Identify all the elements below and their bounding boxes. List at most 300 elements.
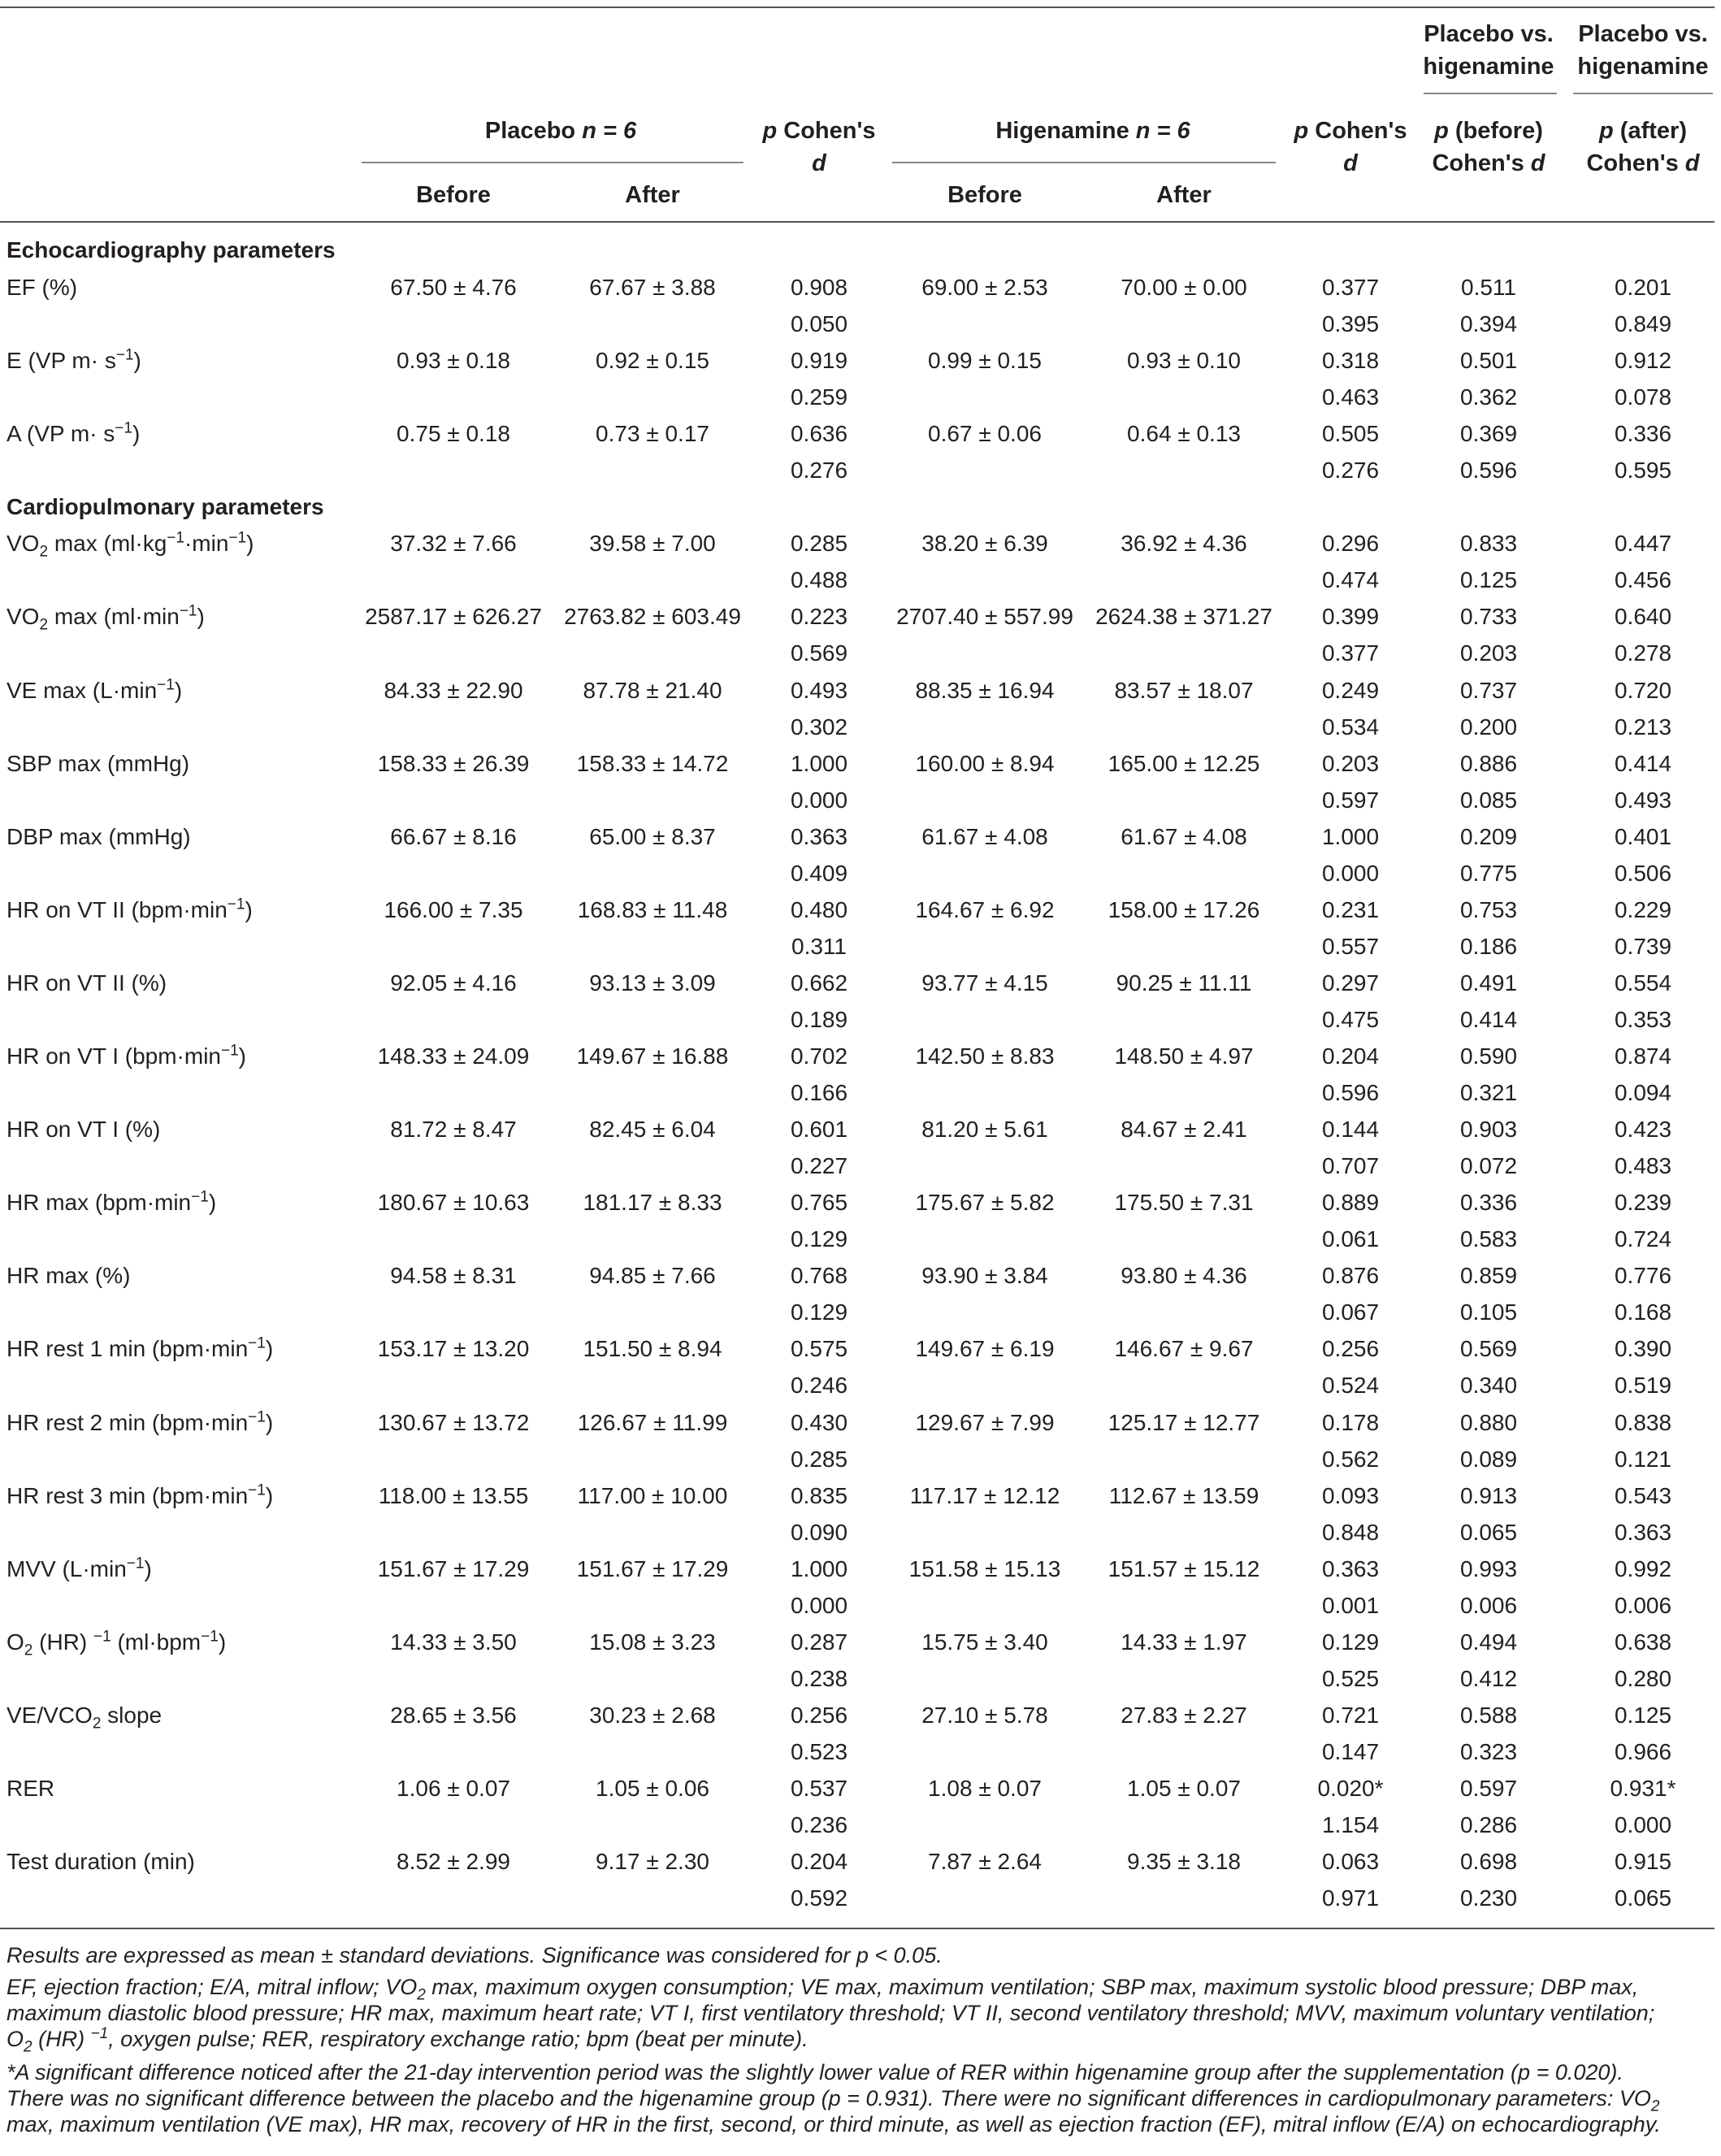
cell-higenamine-before: 38.20 ± 6.39 [921, 531, 1048, 557]
cell-pvh-after-d: 0.280 [1614, 1665, 1672, 1691]
cell-pvh-after-d: 0.724 [1614, 1226, 1672, 1252]
cell-pvh-after-d: 0.739 [1614, 933, 1672, 959]
higenamine-label: Higenamine [995, 118, 1129, 144]
cell-higenamine-d: 0.524 [1321, 1373, 1380, 1399]
cell-pvh-after-p: 0.229 [1614, 896, 1672, 922]
cell-higenamine-before: 2707.40 ± 557.99 [896, 604, 1073, 630]
header-p-before-line2: Cohen's d [1432, 150, 1545, 176]
header-p-after-line2: Cohen's d [1586, 150, 1700, 176]
row-label: HR on VT II (%) [7, 970, 167, 996]
header-higenamine-before: Before [947, 182, 1022, 208]
header-placebo-after: After [625, 182, 680, 208]
cell-pvh-before-p: 0.733 [1459, 604, 1518, 630]
cell-placebo-before: 153.17 ± 13.20 [377, 1336, 530, 1362]
cell-placebo-before: 2587.17 ± 626.27 [365, 604, 542, 630]
cell-higenamine-after: 27.83 ± 2.27 [1121, 1702, 1247, 1728]
header-pvh-after-line2: higenamine [1577, 54, 1709, 80]
cell-higenamine-p: 0.203 [1321, 750, 1380, 776]
cell-higenamine-after: 83.57 ± 18.07 [1114, 677, 1254, 703]
cell-higenamine-d: 0.562 [1321, 1446, 1380, 1472]
cell-placebo-d: 0.050 [790, 310, 848, 336]
header-bottom-rule [0, 221, 1714, 223]
cell-pvh-after-p: 0.640 [1614, 604, 1672, 630]
cell-placebo-before: 0.75 ± 0.18 [397, 420, 510, 446]
cell-placebo-before: 81.72 ± 8.47 [390, 1117, 517, 1143]
cell-placebo-p: 0.363 [790, 823, 848, 849]
cell-pvh-before-d: 0.362 [1459, 384, 1518, 410]
cell-pvh-after-d: 0.519 [1614, 1373, 1672, 1399]
cell-higenamine-d: 0.377 [1321, 640, 1380, 666]
cell-pvh-after-p: 0.912 [1614, 347, 1672, 373]
cell-placebo-after: 117.00 ± 10.00 [577, 1482, 728, 1508]
cell-pvh-before-p: 0.833 [1459, 531, 1518, 557]
cell-placebo-p: 0.287 [790, 1629, 848, 1655]
cell-placebo-before: 130.67 ± 13.72 [377, 1409, 530, 1435]
cell-pvh-after-d: 0.213 [1614, 714, 1672, 740]
cell-placebo-d: 0.311 [791, 933, 847, 959]
cell-higenamine-p: 1.000 [1321, 823, 1380, 849]
cell-higenamine-after: 1.05 ± 0.07 [1127, 1776, 1241, 1801]
row-label: SBP max (mmHg) [7, 750, 190, 776]
cell-placebo-p: 0.204 [790, 1849, 848, 1875]
cell-higenamine-p: 0.363 [1321, 1555, 1380, 1581]
cell-pvh-before-p: 0.590 [1459, 1043, 1518, 1069]
cell-placebo-before: 14.33 ± 3.50 [390, 1629, 517, 1655]
cell-pvh-before-d: 0.186 [1459, 933, 1518, 959]
cell-pvh-before-d: 0.203 [1459, 640, 1518, 666]
row-label: Test duration (min) [7, 1849, 195, 1875]
cell-higenamine-d: 0.067 [1321, 1299, 1380, 1325]
cell-pvh-before-p: 0.369 [1459, 420, 1518, 446]
cell-pvh-before-d: 0.105 [1459, 1299, 1518, 1325]
cell-pvh-before-d: 0.414 [1459, 1006, 1518, 1032]
header-p-cohen-placebo-line1: p Cohen's [762, 118, 876, 144]
row-label: A (VP $m\cdot s^{-1}$) [7, 419, 141, 446]
higenamine-n: n = 6 [1135, 118, 1190, 144]
cell-placebo-after: 30.23 ± 2.68 [589, 1702, 716, 1728]
cell-higenamine-before: 93.90 ± 3.84 [921, 1263, 1048, 1289]
row-label: VE $\max (L\cdot\min^{-1})$ [7, 676, 183, 703]
row-label: RER [7, 1776, 55, 1801]
cell-placebo-after: 151.50 ± 8.94 [583, 1336, 722, 1362]
cell-placebo-p: 0.662 [790, 970, 848, 996]
cell-higenamine-before: 117.17 ± 12.12 [909, 1482, 1060, 1508]
cell-higenamine-after: 93.80 ± 4.36 [1121, 1263, 1247, 1289]
cell-higenamine-p: 0.721 [1321, 1702, 1380, 1728]
cell-higenamine-d: 0.848 [1321, 1519, 1380, 1545]
cell-higenamine-before: 93.77 ± 4.15 [921, 970, 1048, 996]
cell-pvh-before-p: 0.913 [1459, 1482, 1518, 1508]
cell-pvh-after-p: 0.874 [1614, 1043, 1672, 1069]
cell-higenamine-after: 175.50 ± 7.31 [1114, 1190, 1254, 1216]
cell-pvh-before-p: 0.993 [1459, 1555, 1518, 1581]
cell-pvh-after-d: 0.078 [1614, 384, 1672, 410]
cell-higenamine-d: 0.276 [1321, 457, 1380, 483]
cell-higenamine-before: 7.87 ± 2.64 [928, 1849, 1042, 1875]
cell-placebo-d: 0.488 [790, 567, 848, 593]
cell-higenamine-after: 2624.38 ± 371.27 [1095, 604, 1272, 630]
cell-placebo-p: 0.908 [790, 274, 848, 300]
cell-higenamine-d: 0.525 [1321, 1665, 1380, 1691]
cell-placebo-after: 39.58 ± 7.00 [589, 531, 716, 557]
row-label: HR $\max (bpm\cdot\min^{-1})$ [7, 1188, 217, 1216]
header-p-before-line1: p (before) [1434, 118, 1543, 144]
footnote-abbrev-3: $O_2$ (HR) $^{-1}$, oxygen pulse; RER, respiratory exchange ratio; bpm (beat per minute). [7, 2025, 808, 2056]
cell-higenamine-d: 0.001 [1321, 1592, 1380, 1618]
cell-pvh-before-p: 0.336 [1459, 1190, 1518, 1216]
cell-placebo-p: 0.223 [790, 604, 848, 630]
cell-placebo-before: 28.65 ± 3.56 [390, 1702, 517, 1728]
cell-placebo-d: 0.246 [790, 1373, 848, 1399]
header-placebo-group [485, 119, 636, 143]
row-label: $VO_2$ $\max (ml\cdot\min^{-1})$ [7, 603, 205, 634]
cell-higenamine-before: 142.50 ± 8.83 [915, 1043, 1055, 1069]
cell-pvh-before-d: 0.125 [1459, 567, 1518, 593]
cell-placebo-before: 92.05 ± 4.16 [390, 970, 517, 996]
cell-placebo-after: 0.73 ± 0.17 [596, 420, 709, 446]
cell-pvh-before-d: 0.286 [1459, 1812, 1518, 1837]
cell-higenamine-after: 146.67 ± 9.67 [1114, 1336, 1254, 1362]
placebo-n: n = 6 [582, 118, 637, 144]
cell-pvh-before-p: 0.209 [1459, 823, 1518, 849]
cell-placebo-p: 0.285 [790, 531, 848, 557]
cell-pvh-after-p: 0.401 [1614, 823, 1672, 849]
placebo-label: Placebo [484, 118, 576, 144]
cell-higenamine-p: 0.318 [1321, 347, 1380, 373]
cell-pvh-after-p: 0.931* [1610, 1776, 1676, 1801]
row-label: HR rest 2 $\min (bpm\cdot\min^{-1})$ [7, 1408, 274, 1435]
cell-placebo-before: 66.67 ± 8.16 [390, 823, 517, 849]
cell-pvh-after-d: 0.065 [1614, 1885, 1672, 1911]
cell-higenamine-p: 0.889 [1321, 1190, 1380, 1216]
cell-higenamine-after: 158.00 ± 17.26 [1108, 896, 1260, 922]
header-pvh-before-line1: Placebo vs. [1424, 21, 1554, 47]
cell-placebo-d: 0.569 [790, 640, 848, 666]
cell-higenamine-p: 0.063 [1321, 1849, 1380, 1875]
cell-placebo-d: 0.276 [790, 457, 848, 483]
cell-placebo-d: 0.285 [790, 1446, 848, 1472]
cell-placebo-after: 87.78 ± 21.40 [583, 677, 722, 703]
cell-pvh-after-d: 0.849 [1614, 310, 1672, 336]
header-placebo-before: Before [416, 182, 491, 208]
cell-pvh-before-p: 0.859 [1459, 1263, 1518, 1289]
row-label: E (VP $m\cdot s^{-1}$) [7, 346, 141, 373]
cell-pvh-after-p: 0.776 [1614, 1263, 1672, 1289]
cell-higenamine-before: 1.08 ± 0.07 [928, 1776, 1042, 1801]
cell-placebo-p: 0.256 [790, 1702, 848, 1728]
row-label: EF (%) [7, 274, 78, 300]
cell-higenamine-p: 0.256 [1321, 1336, 1380, 1362]
cell-pvh-after-p: 0.201 [1614, 274, 1672, 300]
cell-higenamine-p: 0.020* [1317, 1776, 1384, 1801]
cell-pvh-after-d: 0.121 [1614, 1446, 1672, 1472]
header-higenamine-group [995, 119, 1190, 143]
cell-higenamine-d: 0.061 [1321, 1226, 1380, 1252]
cell-placebo-p: 0.765 [790, 1190, 848, 1216]
cell-placebo-before: 8.52 ± 2.99 [397, 1849, 510, 1875]
cell-placebo-p: 0.702 [790, 1043, 848, 1069]
row-label: $O_2$ (HR) $^{-1}$ (ml·bpm$^{-1}$) [7, 1628, 227, 1659]
table-bottom-rule [0, 1928, 1714, 1929]
cell-placebo-d: 0.000 [790, 787, 848, 813]
cell-higenamine-before: 27.10 ± 5.78 [921, 1702, 1048, 1728]
cell-placebo-after: 9.17 ± 2.30 [596, 1849, 709, 1875]
cell-placebo-after: 149.67 ± 16.88 [576, 1043, 729, 1069]
cell-pvh-before-d: 0.230 [1459, 1885, 1518, 1911]
cell-pvh-before-p: 0.494 [1459, 1629, 1518, 1655]
cell-placebo-before: 94.58 ± 8.31 [390, 1263, 517, 1289]
cell-placebo-d: 0.000 [790, 1592, 848, 1618]
cell-placebo-d: 0.523 [790, 1738, 848, 1764]
cell-placebo-after: 0.92 ± 0.15 [596, 347, 709, 373]
cell-higenamine-d: 0.147 [1321, 1738, 1380, 1764]
cell-pvh-before-d: 0.072 [1459, 1153, 1518, 1179]
cell-pvh-after-d: 0.595 [1614, 457, 1672, 483]
cell-pvh-before-d: 0.323 [1459, 1738, 1518, 1764]
cell-higenamine-p: 0.249 [1321, 677, 1380, 703]
cell-pvh-after-d: 0.094 [1614, 1080, 1672, 1105]
cell-pvh-before-d: 0.583 [1459, 1226, 1518, 1252]
footnote-results: Results are expressed as mean ± standard deviations. Significance was considered for p < 0.05. [7, 1943, 943, 1967]
cell-pvh-after-p: 0.992 [1614, 1555, 1672, 1581]
row-label: $VE/VCO_2$ slope [7, 1702, 163, 1733]
cell-pvh-before-d: 0.321 [1459, 1080, 1518, 1105]
cell-pvh-before-p: 0.491 [1459, 970, 1518, 996]
cell-pvh-before-p: 0.903 [1459, 1117, 1518, 1143]
cell-higenamine-d: 0.395 [1321, 310, 1380, 336]
cell-higenamine-p: 0.297 [1321, 970, 1380, 996]
cell-placebo-before: 118.00 ± 13.55 [378, 1482, 529, 1508]
cell-pvh-before-p: 0.753 [1459, 896, 1518, 922]
cell-placebo-after: 181.17 ± 8.33 [583, 1190, 722, 1216]
cell-pvh-after-p: 0.390 [1614, 1336, 1672, 1362]
cell-placebo-p: 0.919 [790, 347, 848, 373]
cell-placebo-d: 0.129 [790, 1226, 848, 1252]
cell-placebo-p: 0.768 [790, 1263, 848, 1289]
header-p-cohen-placebo-line2: d [812, 150, 826, 176]
cell-placebo-d: 0.227 [790, 1153, 848, 1179]
footnote-significance-2: There was no significant difference between the placebo and the higenamine group (p = 0.931). There were no significant differences in cardiopulmonary parameters: $VO_2$ [7, 2086, 1660, 2115]
cell-placebo-d: 0.409 [790, 860, 848, 886]
cell-placebo-p: 1.000 [790, 1555, 848, 1581]
cell-placebo-p: 0.575 [790, 1336, 848, 1362]
cell-placebo-p: 0.480 [790, 896, 848, 922]
cell-pvh-before-p: 0.880 [1459, 1409, 1518, 1435]
cell-pvh-after-d: 0.168 [1614, 1299, 1672, 1325]
cell-placebo-before: 37.32 ± 7.66 [390, 531, 517, 557]
cell-higenamine-before: 160.00 ± 8.94 [915, 750, 1055, 776]
cell-higenamine-after: 84.67 ± 2.41 [1121, 1117, 1247, 1143]
cell-pvh-after-p: 0.720 [1614, 677, 1672, 703]
cell-placebo-after: 151.67 ± 17.29 [576, 1555, 729, 1581]
cell-higenamine-d: 1.154 [1321, 1812, 1380, 1837]
header-higenamine-rule [892, 162, 1276, 163]
cell-higenamine-after: 61.67 ± 4.08 [1121, 823, 1247, 849]
row-label: MVV $(L\cdot\min^{-1})$ [7, 1555, 152, 1581]
cell-pvh-after-p: 0.554 [1614, 970, 1672, 996]
footnote-significance-3: max, maximum ventilation (VE max), HR max, recovery of HR in the first, second, or third minute, as well as ejection fraction (EF), mitral inflow (E/A) on echocardiography. [7, 2112, 1661, 2136]
row-label: $VO_2$ $\max (ml\cdot kg^{-1}\cdot\min^{-1})$ [7, 529, 254, 561]
cell-higenamine-d: 0.596 [1321, 1080, 1380, 1105]
section-title: Cardiopulmonary parameters [7, 493, 324, 519]
cell-pvh-after-p: 0.423 [1614, 1117, 1672, 1143]
cell-higenamine-p: 0.505 [1321, 420, 1380, 446]
cell-placebo-d: 0.302 [790, 714, 848, 740]
cell-higenamine-d: 0.707 [1321, 1153, 1380, 1179]
cell-pvh-after-p: 0.239 [1614, 1190, 1672, 1216]
cell-higenamine-after: 151.57 ± 15.12 [1108, 1555, 1260, 1581]
cell-higenamine-p: 0.231 [1321, 896, 1380, 922]
cell-placebo-after: 93.13 ± 3.09 [589, 970, 716, 996]
cell-placebo-after: 94.85 ± 7.66 [589, 1263, 716, 1289]
cell-pvh-after-d: 0.353 [1614, 1006, 1672, 1032]
cell-higenamine-after: 0.64 ± 0.13 [1127, 420, 1241, 446]
cell-placebo-d: 0.238 [790, 1665, 848, 1691]
cell-higenamine-before: 129.67 ± 7.99 [915, 1409, 1055, 1435]
cell-placebo-d: 0.592 [790, 1885, 848, 1911]
cell-higenamine-d: 0.557 [1321, 933, 1380, 959]
header-higenamine-after: After [1156, 182, 1212, 208]
table-top-rule [0, 7, 1714, 8]
cell-higenamine-d: 0.971 [1321, 1885, 1380, 1911]
row-label: HR on VT II $(bpm\cdot\min^{-1})$ [7, 896, 253, 922]
cell-pvh-after-p: 0.125 [1614, 1702, 1672, 1728]
cell-pvh-before-d: 0.085 [1459, 787, 1518, 813]
cell-pvh-after-p: 0.915 [1614, 1849, 1672, 1875]
cell-higenamine-d: 0.463 [1321, 384, 1380, 410]
cell-higenamine-before: 164.67 ± 6.92 [915, 896, 1055, 922]
cell-placebo-p: 0.493 [790, 677, 848, 703]
cell-placebo-before: 1.06 ± 0.07 [397, 1776, 510, 1801]
row-label: HR on VT I (%) [7, 1117, 161, 1143]
cell-pvh-after-p: 0.638 [1614, 1629, 1672, 1655]
cell-higenamine-before: 88.35 ± 16.94 [915, 677, 1055, 703]
cell-higenamine-after: 125.17 ± 12.77 [1108, 1409, 1260, 1435]
row-label: HR rest 1 $\min (bpm\cdot\min^{-1})$ [7, 1335, 274, 1362]
cell-placebo-after: 15.08 ± 3.23 [589, 1629, 716, 1655]
cell-higenamine-p: 0.093 [1321, 1482, 1380, 1508]
cell-higenamine-before: 15.75 ± 3.40 [921, 1629, 1048, 1655]
cell-higenamine-d: 0.597 [1321, 787, 1380, 813]
cell-pvh-after-d: 0.493 [1614, 787, 1672, 813]
cell-higenamine-p: 0.399 [1321, 604, 1380, 630]
cell-placebo-before: 148.33 ± 24.09 [377, 1043, 530, 1069]
cell-pvh-before-d: 0.775 [1459, 860, 1518, 886]
cell-pvh-after-p: 0.447 [1614, 531, 1672, 557]
cell-pvh-after-d: 0.506 [1614, 860, 1672, 886]
header-pvh-after-rule [1573, 93, 1713, 94]
cell-higenamine-before: 69.00 ± 2.53 [921, 274, 1048, 300]
cell-placebo-after: 65.00 ± 8.37 [589, 823, 716, 849]
cell-pvh-after-p: 0.543 [1614, 1482, 1672, 1508]
cell-higenamine-p: 0.296 [1321, 531, 1380, 557]
header-p-after-line1: p (after) [1599, 118, 1687, 144]
cell-pvh-before-d: 0.065 [1459, 1519, 1518, 1545]
cell-placebo-before: 158.33 ± 26.39 [377, 750, 530, 776]
header-pvh-before-line2: higenamine [1423, 54, 1554, 80]
cell-pvh-after-d: 0.966 [1614, 1738, 1672, 1764]
cell-placebo-d: 0.166 [790, 1080, 848, 1105]
cell-pvh-after-d: 0.006 [1614, 1592, 1672, 1618]
cell-placebo-after: 67.67 ± 3.88 [589, 274, 716, 300]
cell-higenamine-after: 148.50 ± 4.97 [1114, 1043, 1254, 1069]
cell-pvh-after-p: 0.838 [1614, 1409, 1672, 1435]
cell-higenamine-before: 0.99 ± 0.15 [928, 347, 1042, 373]
cell-placebo-p: 0.601 [790, 1117, 848, 1143]
cell-placebo-d: 0.090 [790, 1519, 848, 1545]
cell-higenamine-after: 165.00 ± 12.25 [1108, 750, 1260, 776]
cell-higenamine-d: 0.534 [1321, 714, 1380, 740]
cell-pvh-after-d: 0.363 [1614, 1519, 1672, 1545]
cell-higenamine-p: 0.204 [1321, 1043, 1380, 1069]
cell-pvh-before-p: 0.737 [1459, 677, 1518, 703]
cell-pvh-after-p: 0.414 [1614, 750, 1672, 776]
cell-higenamine-after: 9.35 ± 3.18 [1127, 1849, 1241, 1875]
row-label: DBP max (mmHg) [7, 823, 191, 849]
cell-pvh-before-d: 0.596 [1459, 457, 1518, 483]
cell-pvh-after-d: 0.000 [1614, 1812, 1672, 1837]
cell-pvh-after-d: 0.456 [1614, 567, 1672, 593]
cell-placebo-d: 0.259 [790, 384, 848, 410]
cell-placebo-after: 168.83 ± 11.48 [577, 896, 728, 922]
cell-pvh-after-p: 0.336 [1614, 420, 1672, 446]
cell-placebo-d: 0.189 [790, 1006, 848, 1032]
cell-higenamine-d: 0.000 [1321, 860, 1380, 886]
cell-pvh-before-p: 0.511 [1461, 274, 1516, 300]
cell-higenamine-d: 0.475 [1321, 1006, 1380, 1032]
cell-placebo-after: 82.45 ± 6.04 [589, 1117, 716, 1143]
cell-pvh-before-p: 0.569 [1459, 1336, 1518, 1362]
cell-placebo-before: 84.33 ± 22.90 [384, 677, 523, 703]
cell-placebo-p: 0.835 [790, 1482, 848, 1508]
cell-placebo-before: 166.00 ± 7.35 [384, 896, 523, 922]
footnote-abbrev-2: maximum diastolic blood pressure; HR max, maximum heart rate; VT I, first ventilatory threshold; VT II, second ventilatory threshold; MVV, maximum voluntary ventilation; [7, 2001, 1655, 2025]
header-pvh-before-rule [1424, 93, 1557, 94]
header-p-cohen-higenamine-line1: p Cohen's [1294, 118, 1407, 144]
cell-placebo-before: 180.67 ± 10.63 [377, 1190, 530, 1216]
cell-pvh-before-d: 0.340 [1459, 1373, 1518, 1399]
header-placebo-rule [362, 162, 743, 163]
cell-higenamine-after: 90.25 ± 11.11 [1116, 970, 1252, 996]
cell-higenamine-before: 175.67 ± 5.82 [915, 1190, 1055, 1216]
cell-placebo-before: 67.50 ± 4.76 [390, 274, 517, 300]
cell-pvh-before-p: 0.501 [1459, 347, 1518, 373]
cell-placebo-p: 1.000 [790, 750, 848, 776]
row-label: HR max (%) [7, 1263, 131, 1289]
cell-pvh-before-p: 0.588 [1459, 1702, 1518, 1728]
cell-higenamine-p: 0.876 [1321, 1263, 1380, 1289]
cell-placebo-after: 1.05 ± 0.06 [596, 1776, 709, 1801]
cell-pvh-before-p: 0.698 [1459, 1849, 1518, 1875]
row-label: HR rest 3 $\min (bpm\cdot\min^{-1})$ [7, 1481, 274, 1508]
cell-placebo-before: 0.93 ± 0.18 [397, 347, 510, 373]
footnote-significance-1: *A significant difference noticed after the 21-day intervention period was the slightly lower value of RER within higenamine group after the supplementation (p = 0.020). [7, 2060, 1623, 2084]
cell-placebo-p: 0.636 [790, 420, 848, 446]
cell-higenamine-before: 0.67 ± 0.06 [928, 420, 1042, 446]
cell-higenamine-d: 0.474 [1321, 567, 1380, 593]
cell-higenamine-p: 0.144 [1321, 1117, 1380, 1143]
cell-pvh-before-d: 0.394 [1459, 310, 1518, 336]
cell-higenamine-p: 0.178 [1321, 1409, 1380, 1435]
row-label: HR on VT I $(bpm\cdot\min^{-1})$ [7, 1042, 246, 1069]
cell-placebo-d: 0.236 [790, 1812, 848, 1837]
cell-placebo-before: 151.67 ± 17.29 [377, 1555, 530, 1581]
cell-higenamine-before: 149.67 ± 6.19 [915, 1336, 1055, 1362]
cell-pvh-after-d: 0.483 [1614, 1153, 1672, 1179]
cell-higenamine-after: 70.00 ± 0.00 [1121, 274, 1247, 300]
cell-higenamine-p: 0.377 [1321, 274, 1380, 300]
cell-pvh-after-d: 0.278 [1614, 640, 1672, 666]
